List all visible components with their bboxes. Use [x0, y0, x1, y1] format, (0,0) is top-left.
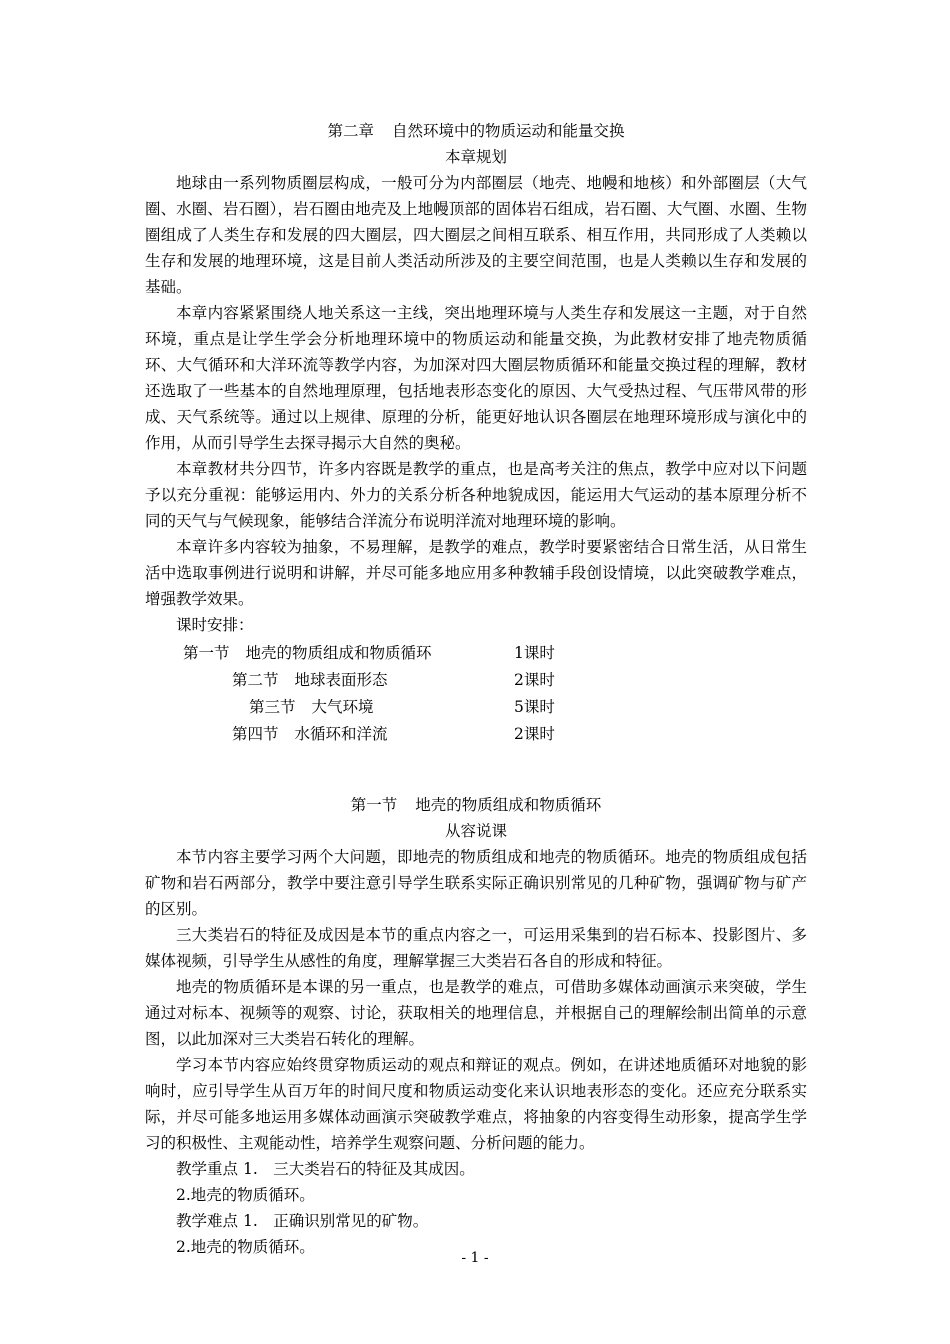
schedule-hours: 5课时 [514, 698, 555, 716]
schedule-row [145, 694, 807, 721]
chapter-paragraph: 本章教材共分四节，许多内容既是教学的重点，也是高考关注的焦点，教学中应对以下问题予以充分重视：能够运用内、外力的关系分析各种地貌成因，能运用大气运动的基本原理分析不同的天气与气候现象，能够结合洋流分布说明洋流对地理环境的影响。 [145, 460, 807, 530]
schedule-row [145, 667, 807, 694]
page-number: - 1 - [461, 1250, 489, 1266]
schedule-table [145, 640, 807, 748]
schedule-section: 第二节 地球表面形态 [232, 671, 388, 689]
page-content [145, 118, 807, 1260]
section-paragraph: 地壳的物质循环是本课的另一重点，也是教学的难点，可借助多媒体动画演示来突破，学生通过对标本、视频等的观察、讨论，获取相关的地理信息，并根据自己的理解绘制出简单的示意图，以此加深对三大类岩石转化的理解。 [145, 978, 807, 1048]
section-paragraph: 本节内容主要学习两个大问题，即地壳的物质组成和地壳的物质循环。地壳的物质组成包括矿物和岩石两部分，教学中要注意引导学生联系实际正确识别常见的几种矿物，强调矿物与矿产的区别。 [145, 848, 807, 918]
chapter-title [145, 118, 807, 144]
schedule-row [145, 721, 807, 748]
section-title [145, 792, 807, 818]
key-point-1: 教学重点 1. 三大类岩石的特征及其成因。 [176, 1160, 475, 1178]
difficulty-1: 教学难点 1. 正确识别常见的矿物。 [176, 1212, 429, 1230]
schedule-section: 第一节 地壳的物质组成和物质循环 [183, 644, 432, 662]
schedule-section: 第四节 水循环和洋流 [232, 725, 388, 743]
section-subtitle: 从容说课 [444, 822, 507, 840]
chapter-paragraph: 本章内容紧紧围绕人地关系这一主线，突出地理环境与人类生存和发展这一主题，对于自然环境，重点是让学生学会分析地理环境中的物质运动和能量交换，为此教材安排了地壳物质循环、大气循环和大洋环流等教学内容，为加深对四大圈层物质循环和能量交换过程的理解，教材还选取了一些基本的自然地理原理，包括地表形态变化的原因、大气受热过程、气压带风带的形成、天气系统等。通过以上规律、原理的分析，能更好地认识各圈层在地理环境形成与演化中的作用，从而引导学生去探寻揭示大自然的奥秘。 [145, 304, 807, 452]
chapter-title-text: 自然环境中的物质运动和能量交换 [392, 122, 625, 140]
schedule-row [145, 640, 807, 667]
schedule-section: 第三节 大气环境 [249, 698, 374, 716]
chapter-title-number: 第二章 [327, 122, 374, 140]
section-title-text: 地壳的物质组成和物质循环 [415, 796, 602, 814]
section-paragraph: 三大类岩石的特征及成因是本节的重点内容之一，可运用采集到的岩石标本、投影图片、多媒体视频，引导学生从感性的角度，理解掌握三大类岩石各自的形成和特征。 [145, 926, 807, 970]
schedule-hours: 1课时 [514, 644, 555, 662]
section-title-number: 第一节 [350, 796, 398, 814]
chapter-paragraph: 本章许多内容较为抽象，不易理解，是教学的难点，教学时要紧密结合日常生活，从日常生活中选取事例进行说明和讲解，并尽可能多地应用多种教辅手段创设情境，以此突破教学难点，增强教学效果。 [145, 538, 807, 608]
schedule-hours: 2课时 [514, 725, 555, 743]
difficulty-2: 2.地壳的物质循环。 [176, 1238, 315, 1256]
section-paragraph: 学习本节内容应始终贯穿物质运动的观点和辩证的观点。例如，在讲述地质循环对地貌的影响时，应引导学生从百万年的时间尺度和物质运动变化来认识地表形态的变化。还应充分联系实际，并尽可能多地运用多媒体动画演示突破教学难点，将抽象的内容变得生动形象，提高学生学习的积极性、主观能动性，培养学生观察问题、分析问题的能力。 [145, 1056, 807, 1152]
chapter-paragraph: 地球由一系列物质圈层构成，一般可分为内部圈层（地壳、地幔和地核）和外部圈层（大气圈、水圈、岩石圈），岩石圈由地壳及上地幔顶部的固体岩石组成，岩石圈、大气圈、水圈、生物圈组成了人类生存和发展的四大圈层，四大圈层之间相互联系、相互作用，共同形成了人类赖以生存和发展的地理环境，这是目前人类活动所涉及的主要空间范围，也是人类赖以生存和发展的基础。 [145, 174, 807, 296]
chapter-subtitle: 本章规划 [444, 148, 507, 166]
key-point-2: 2.地壳的物质循环。 [176, 1186, 315, 1204]
schedule-label: 课时安排： [176, 616, 254, 634]
schedule-hours: 2课时 [514, 671, 555, 689]
